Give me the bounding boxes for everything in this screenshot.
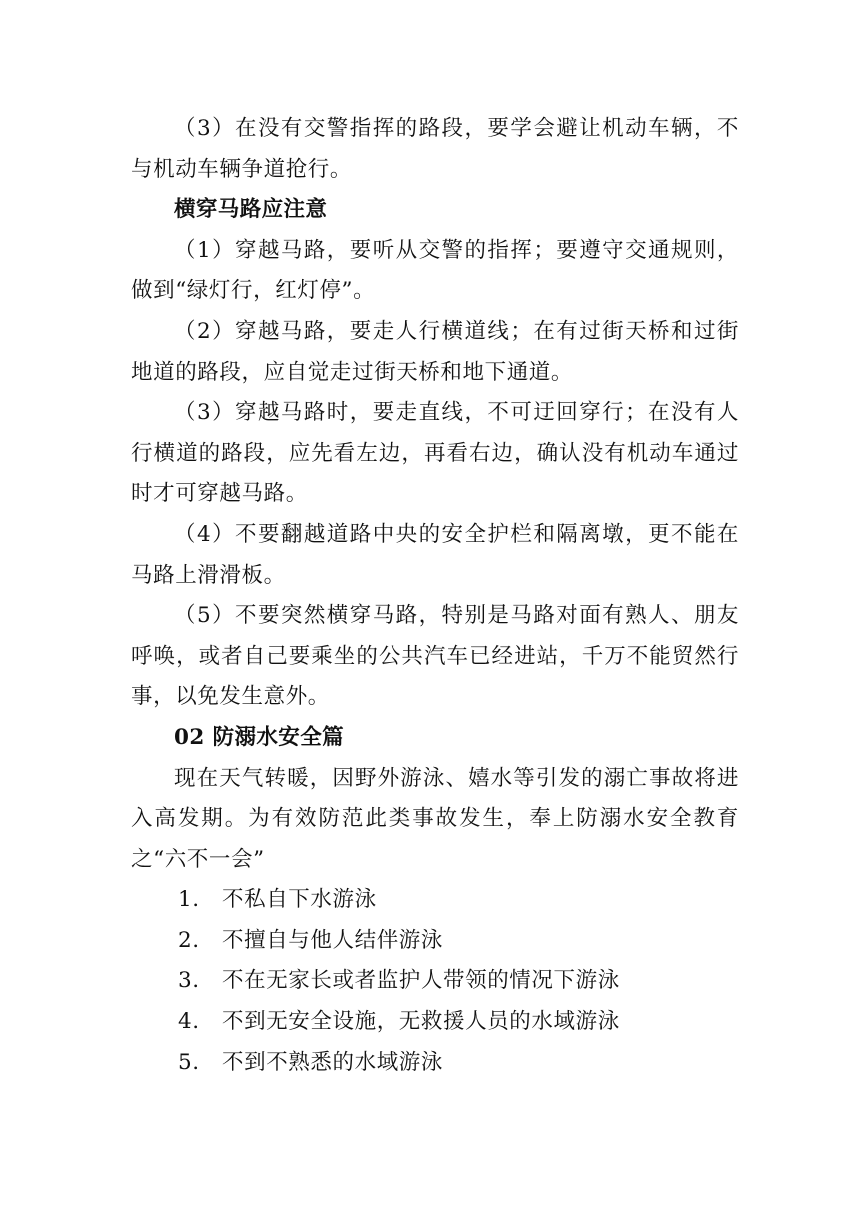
list-item-text: 不擅自与他人结伴游泳 xyxy=(222,927,444,953)
list-item-number: 3. xyxy=(178,968,200,994)
paragraph-crossing-rule-2: （2）穿越马路，要走人行横道线；在有过街天桥和过街地道的路段，应自觉走过街天桥和地下通道。 xyxy=(131,318,739,385)
list-item-number: 5. xyxy=(178,1049,200,1075)
list-item-number: 2. xyxy=(178,927,200,953)
list-item xyxy=(131,961,739,1002)
list-item-number: 4. xyxy=(178,1009,200,1035)
paragraph-crossing-rule-5: （5）不要突然横穿马路，特别是马路对面有熟人、朋友呼唤，或者自己要乘坐的公共汽车已经进站，千万不能贸然行事，以免发生意外。 xyxy=(131,603,739,710)
paragraph-drowning-intro: 现在天气转暖，因野外游泳、嬉水等引发的溺亡事故将进入高发期。为有效防范此类事故发生，奉上防溺水安全教育之“六不一会” xyxy=(131,765,739,872)
list-item-text: 不到不熟悉的水域游泳 xyxy=(222,1049,444,1075)
list-item-number: 1. xyxy=(178,887,200,913)
list-item xyxy=(131,880,739,921)
list-item-text: 不到无安全设施，无救援人员的水域游泳 xyxy=(222,1009,620,1035)
list-item xyxy=(131,921,739,962)
list-item-text: 不在无家长或者监护人带领的情况下游泳 xyxy=(222,968,620,994)
section-heading-drowning-prevention: 02 防溺水安全篇 xyxy=(174,724,345,750)
list-item xyxy=(131,1043,739,1084)
numbered-list xyxy=(131,880,739,1083)
paragraph-crossing-rule-4: （4）不要翻越道路中央的安全护栏和隔离墩，更不能在马路上滑滑板。 xyxy=(131,521,739,588)
paragraph-crossing-rule-3: （3）穿越马路时，要走直线，不可迂回穿行；在没有人行横道的路段，应先看左边，再看右边，确认没有机动车通过时才可穿越马路。 xyxy=(131,400,739,507)
document-body xyxy=(131,109,739,1083)
paragraph-crossing-rule-1: （1）穿越马路，要听从交警的指挥；要遵守交通规则，做到“绿灯行，红灯停”。 xyxy=(131,237,739,304)
list-item-text: 不私自下水游泳 xyxy=(222,887,377,913)
section-heading-crossing-road: 横穿马路应注意 xyxy=(174,197,328,223)
list-item xyxy=(131,1002,739,1043)
paragraph-avoid-vehicles: （3）在没有交警指挥的路段，要学会避让机动车辆，不与机动车辆争道抢行。 xyxy=(131,116,739,182)
